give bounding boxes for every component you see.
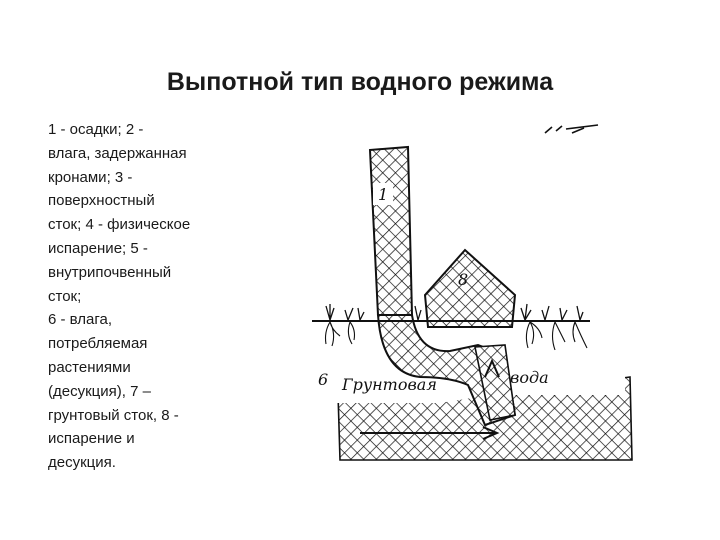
legend-line: десукция. (48, 454, 116, 472)
legend-line: (десукция), 7 – (48, 382, 151, 400)
label-1: 1 (378, 185, 389, 204)
legend-line: 1 - осадки; 2 - (48, 121, 144, 138)
groundwater-label-1: Грунтовая (342, 375, 437, 394)
legend-line: влага, задержанная (48, 144, 187, 162)
legend-text (48, 118, 248, 475)
precipitation-column (370, 147, 412, 315)
precipitation-marks (545, 125, 598, 133)
legend-line: грунтовый сток, 8 - (48, 406, 179, 424)
water-regime-diagram (300, 115, 645, 470)
legend-line: сток; 4 - физическое (48, 216, 191, 234)
label-8: 8 (458, 270, 469, 289)
legend-line: 6 - влага, (48, 311, 113, 329)
legend-line: потребляемая (48, 335, 148, 353)
legend-line: испарение; 5 - (48, 239, 148, 257)
evaporation-block (425, 250, 515, 327)
legend-line: кронами; 3 - (48, 168, 133, 186)
legend-line: поверхностный (48, 192, 155, 210)
legend-line: сток; (48, 287, 82, 305)
slide-title: Выпотной тип водного режима (166, 68, 554, 96)
legend-line: растениями (48, 358, 131, 376)
legend-line: внутрипочвенный (48, 263, 172, 281)
label-6: 6 (318, 370, 329, 389)
legend-line: испарение и (48, 430, 135, 448)
groundwater-label-2: вода (510, 368, 549, 387)
